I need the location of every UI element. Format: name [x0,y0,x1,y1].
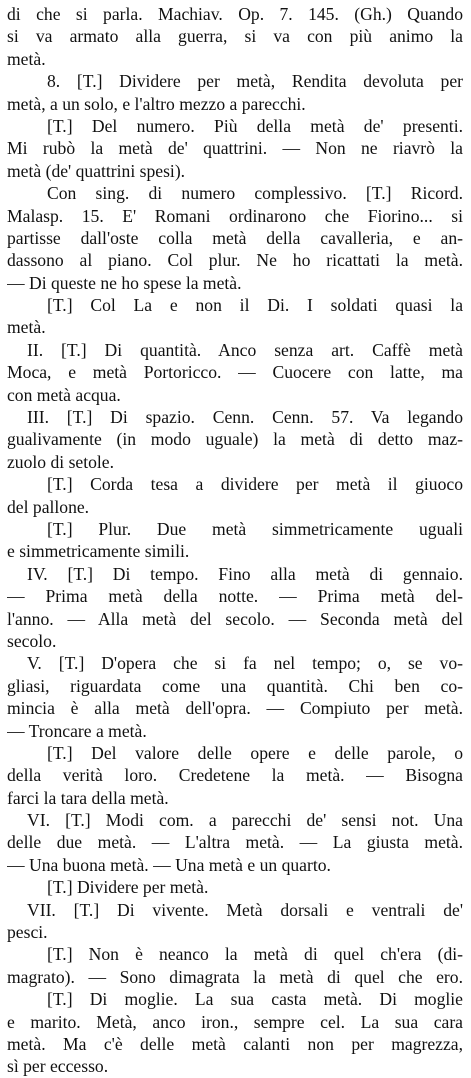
text-line: si va armato alla guerra, si va con più animo la [7,26,463,47]
text-line: V. [T.] D'opera che si fa nel tempo; o, se vo- [27,653,463,674]
text-line: Con sing. di numero complessivo. [T.] Ricord. [47,183,463,204]
text-line: sì per eccesso. [7,1056,109,1077]
text-line: IV. [T.] Di tempo. Fino alla metà di gennaio. [27,563,463,584]
text-line: [T.] Del valore delle opere e delle parole, o [47,742,463,763]
text-line: VI. [T.] Modi com. a parecchi de' sensi not. Una [27,810,463,831]
text-line: VII. [T.] Di vivente. Metà dorsali e ventrali de' [27,899,463,920]
text-line: metà. Ma c'è delle metà calanti non per magrezza, [7,1033,463,1054]
text-line: e marito. Metà, anco iron., sempre cel. La sua cara [7,1011,463,1032]
text-line: Malasp. 15. E' Romani ordinarono che Fiorino... si [7,205,463,226]
text-line: con metà acqua. [7,384,121,405]
text-line: [T.] Col La e non il Di. I soldati quasi la [47,295,463,316]
text-line: dassono al piano. Col plur. Ne ho ricattati la metà. [7,250,463,271]
text-line: e simmetricamente simili. [7,541,190,562]
text-line: farci la tara della metà. [7,787,169,808]
text-line: l'anno. — Alla metà del secolo. — Seconda metà del [7,608,463,629]
text-line: mincia è alla metà dell'opra. — Compiuto per metà. [7,698,463,719]
text-line: [T.] Di moglie. La sua casta metà. Di moglie [47,989,463,1010]
text-line: — Prima metà della notte. — Prima metà del- [7,586,463,607]
text-line: — Di queste ne ho spese la metà. [7,272,242,293]
text-line: delle due metà. — L'altra metà. — La giusta metà. [7,832,463,853]
text-line: III. [T.] Di spazio. Cenn. Cenn. 57. Va legando [27,407,463,428]
text-line: [T.] Corda tesa a dividere per metà il giuoco [47,474,463,495]
text-line: secolo. [7,630,57,651]
text-line: partisse dall'oste colla metà della cavalleria, e an- [7,227,463,248]
text-line: II. [T.] Di quantità. Anco senza art. Caffè metà [27,339,463,360]
text-line: magrato). — Sono dimagrata la metà di quel che ero. [7,966,463,987]
text-line: gliasi, riguardata come una quantità. Chi ben co- [7,675,463,696]
text-line: metà (de' quattrini spesi). [7,160,186,181]
text-line: — Una buona metà. — Una metà e un quarto. [7,854,331,875]
text-line: Moca, e metà Portoricco. — Cuocere con latte, ma [7,362,463,383]
text-line: metà. [7,48,46,69]
text-line: della verità loro. Credetene la metà. — Bisogna [7,765,463,786]
text-line: [T.] Non è neanco la metà di quel ch'era (di- [47,944,463,965]
text-line: Mi rubò la metà de' quattrini. — Non ne riavrò la [7,138,463,159]
text-line: metà, a un solo, e l'altro mezzo a parecchi. [7,93,306,114]
text-line: gualivamente (in modo uguale) la metà di detto maz- [7,429,463,450]
text-line: 8. [T.] Dividere per metà, Rendita devoluta per [47,71,463,92]
text-line: [T.] Dividere per metà. [47,877,209,898]
text-line: zuolo di setole. [7,451,115,472]
text-line: del pallone. [7,496,90,517]
text-line: metà. [7,317,46,338]
text-line: pesci. [7,922,48,943]
text-line: — Troncare a metà. [7,720,147,741]
text-line: [T.] Del numero. Più della metà de' presenti. [47,115,463,136]
text-line: di che si parla. Machiav. Op. 7. 145. (Gh.) Quando [7,4,463,24]
text-line: [T.] Plur. Due metà simmetricamente uguali [47,518,463,539]
